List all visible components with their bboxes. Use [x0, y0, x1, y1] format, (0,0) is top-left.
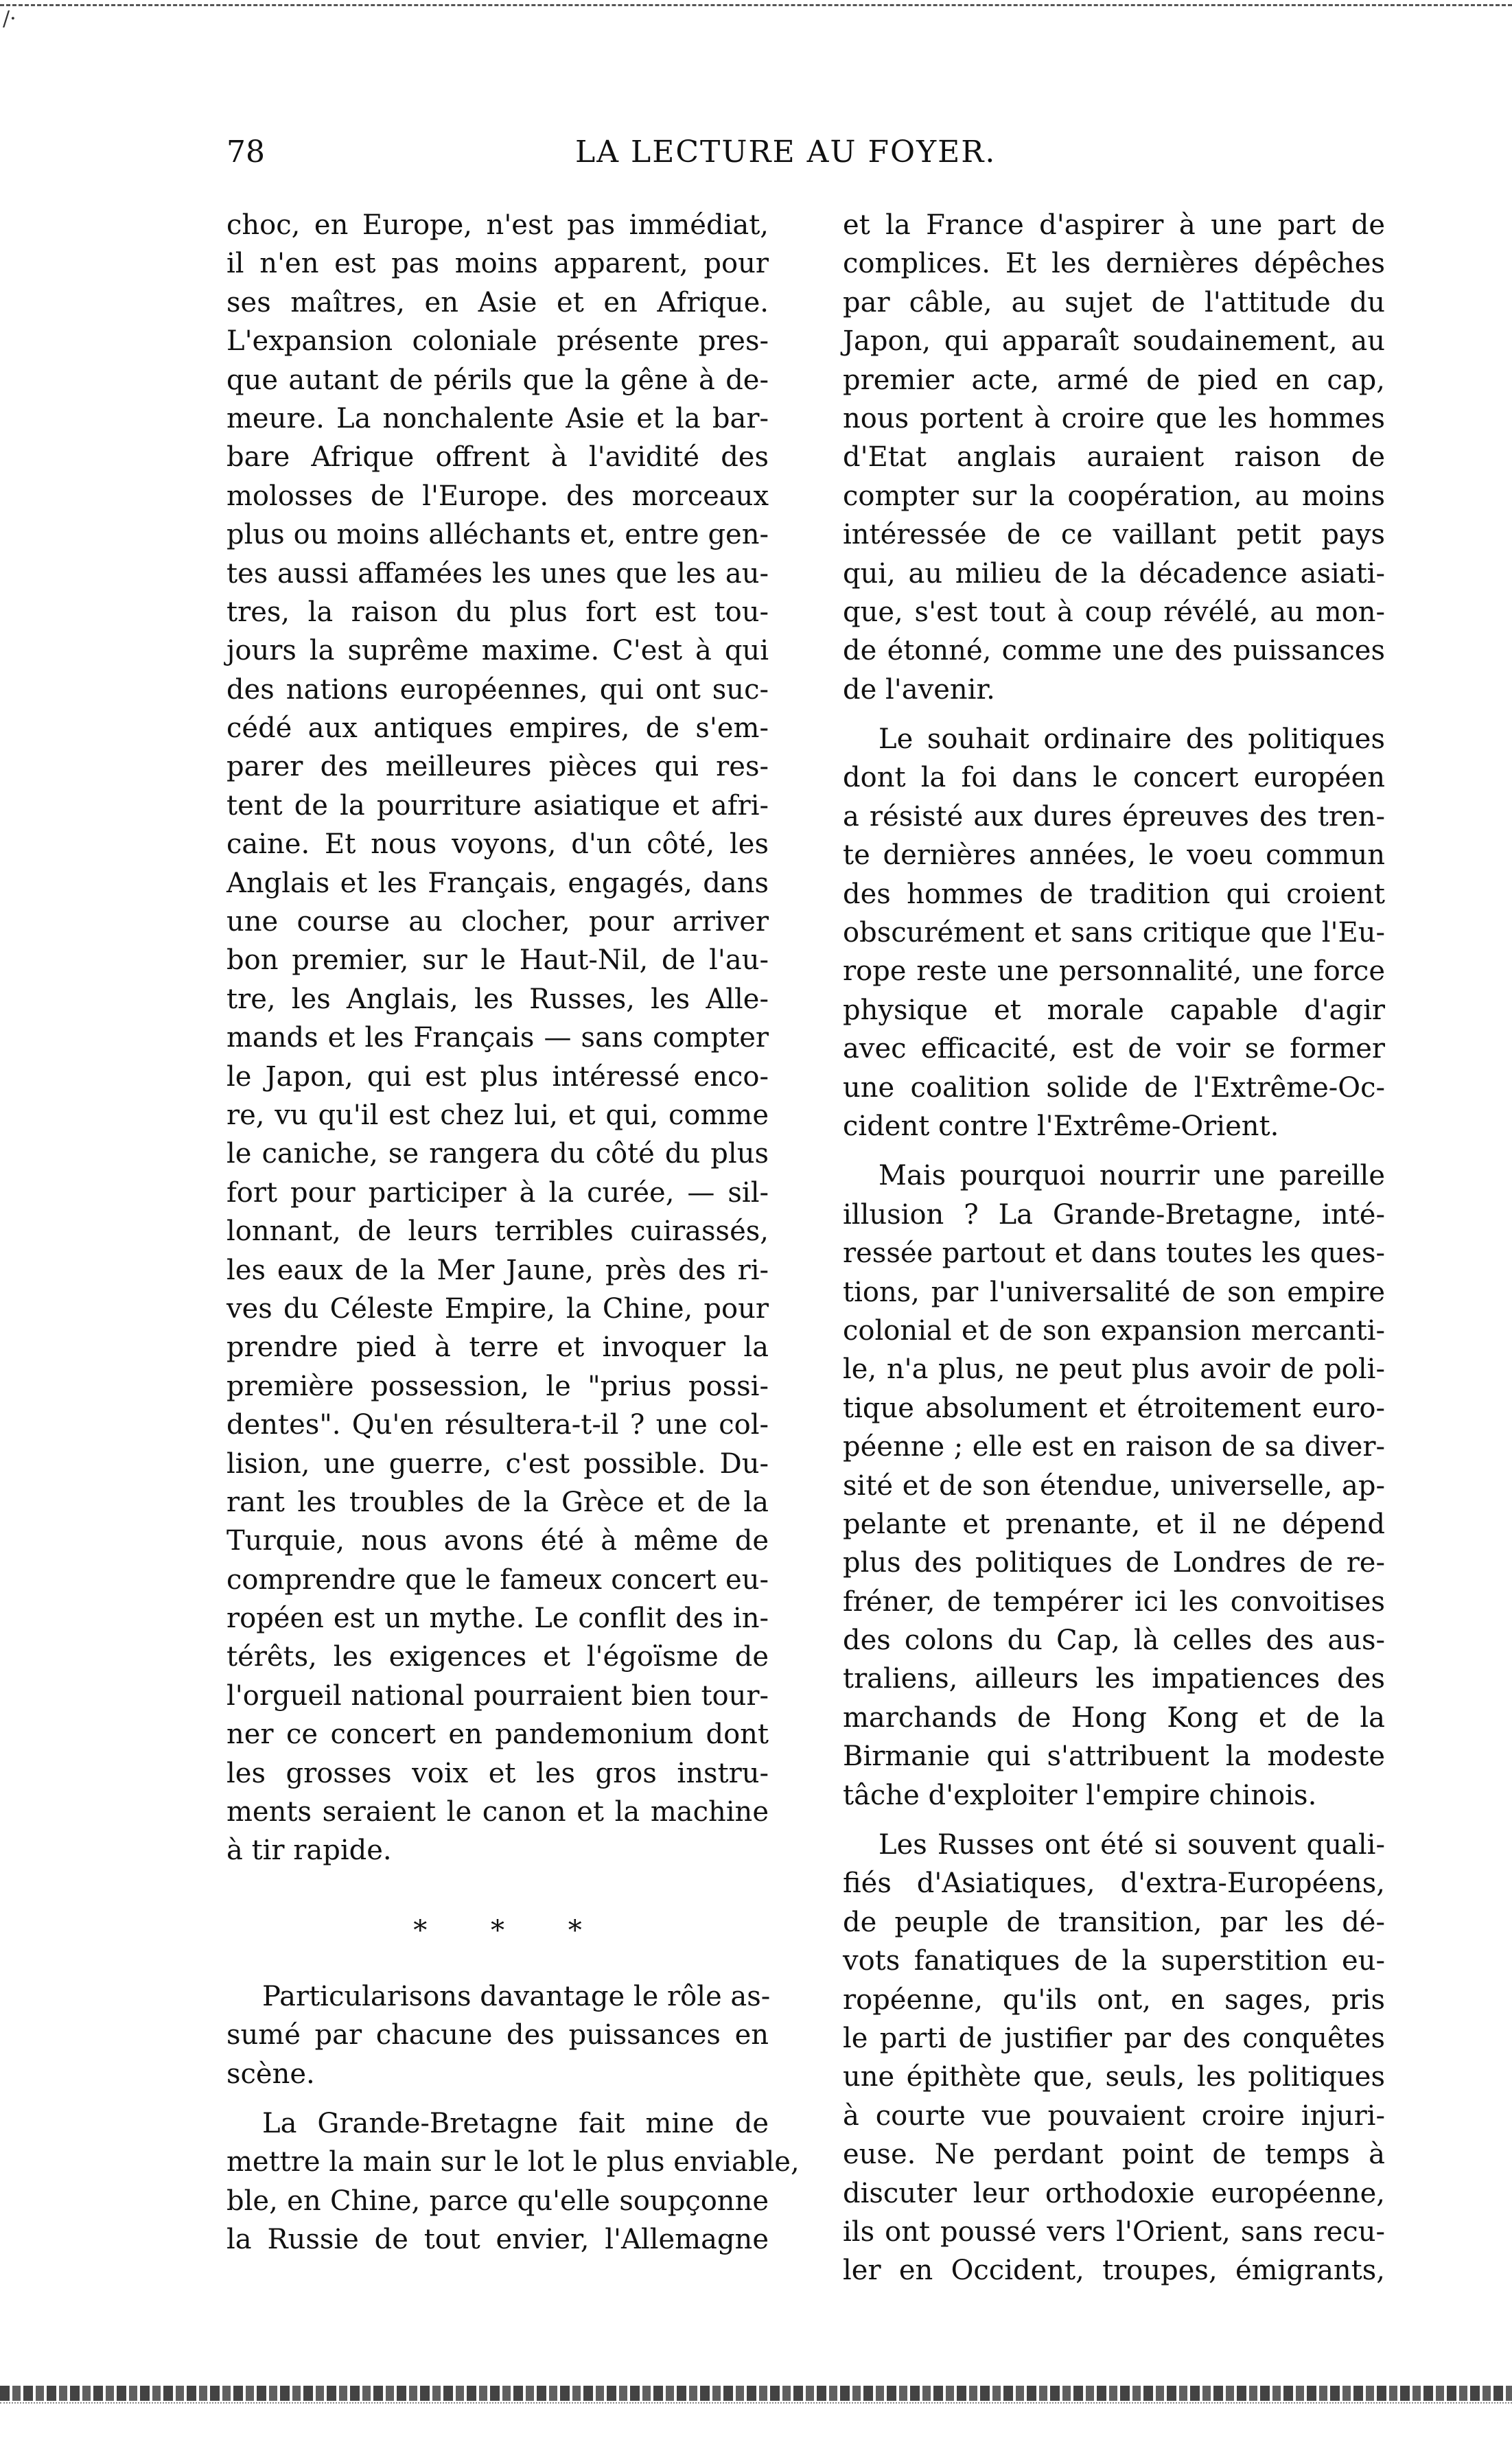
- text-line: physique et morale capable d'agir: [843, 994, 1385, 1026]
- text-line: molosses de l'Europe. des morceaux: [226, 480, 769, 512]
- right-paragraph-2: [843, 720, 1385, 1146]
- text-line: à courte vue pouvaient croire injuri-: [843, 2100, 1385, 2132]
- text-line: ble, en Chine, parce qu'elle soupçonne: [226, 2185, 769, 2217]
- text-line: Turquie, nous avons été à même de: [226, 1525, 769, 1557]
- text-line: le, n'a plus, ne peut plus avoir de poli-: [843, 1353, 1385, 1386]
- bottom-scan-noise: [0, 2402, 1512, 2424]
- text-line: ments seraient le canon et la machine: [226, 1796, 769, 1828]
- text-line: prendre pied à terre et invoquer la: [226, 1332, 769, 1364]
- text-line: L'expansion coloniale présente pres-: [226, 325, 769, 358]
- left-paragraph-3: [226, 2104, 800, 2259]
- text-line: plus des politiques de Londres de re-: [843, 1547, 1385, 1579]
- text-line: Mais pourquoi nourrir une pareille: [879, 1160, 1385, 1192]
- text-line: qui, au milieu de la décadence asiati-: [843, 557, 1385, 590]
- text-line: Anglais et les Français, engagés, dans: [226, 867, 769, 899]
- text-line: une coalition solide de l'Extrême-Oc-: [843, 1071, 1385, 1104]
- text-line: tes aussi affamées les unes que les au-: [226, 557, 769, 590]
- text-line: compter sur la coopération, au moins: [843, 480, 1385, 512]
- text-line: térêts, les exigences et l'égoïsme de: [226, 1641, 769, 1673]
- text-line: pelante et prenante, et il ne dépend: [843, 1508, 1385, 1540]
- text-line: comprendre que le fameux concert eu-: [226, 1563, 769, 1596]
- text-line: mands et les Français — sans compter: [226, 1022, 769, 1054]
- text-line: marchands de Hong Kong et de la: [843, 1701, 1385, 1734]
- right-paragraph-1: [843, 206, 1385, 709]
- text-line: l'orgueil national pourraient bien tour-: [226, 1679, 769, 1712]
- text-line: le Japon, qui est plus intéressé enco-: [226, 1060, 769, 1093]
- text-line: nous portent à croire que les hommes: [843, 402, 1385, 434]
- text-line: choc, en Europe, n'est pas immédiat,: [226, 209, 769, 241]
- running-head: LA LECTURE AU FOYER.: [575, 135, 997, 170]
- corner-mark: /·: [3, 7, 16, 31]
- text-line: que autant de périls que la gêne à de-: [226, 364, 769, 396]
- text-line: dont la foi dans le concert européen: [843, 762, 1385, 794]
- text-line: La Grande-Bretagne fait mine de: [262, 2107, 769, 2139]
- text-line: vots fanatiques de la superstition eu-: [843, 1945, 1385, 1977]
- text-line: Particularisons davantage le rôle as-: [262, 1980, 771, 2012]
- text-line: fort pour participer à la curée, — sil-: [226, 1176, 769, 1209]
- text-line: ses maîtres, en Asie et en Afrique.: [226, 286, 769, 318]
- text-line: de étonné, comme une des puissances: [843, 635, 1385, 667]
- text-line: ves du Céleste Empire, la Chine, pour: [226, 1292, 769, 1325]
- text-line: et la France d'aspirer à une part de: [843, 209, 1385, 241]
- text-line: première possession, le "prius possi-: [226, 1370, 769, 1402]
- text-line: colonial et de son expansion mercanti-: [843, 1314, 1385, 1347]
- text-line: le parti de justifier par des conquêtes: [843, 2022, 1385, 2054]
- text-line: Les Russes ont été si souvent quali-: [879, 1829, 1385, 1861]
- text-line: meure. La nonchalente Asie et la bar-: [226, 402, 769, 434]
- text-line: des hommes de tradition qui croient: [843, 878, 1385, 910]
- text-line: des colons du Cap, là celles des aus-: [843, 1625, 1385, 1657]
- text-line: tent de la pourriture asiatique et afri-: [226, 789, 769, 822]
- text-line: rant les troubles de la Grèce et de la: [226, 1486, 769, 1518]
- text-line: sité et de son étendue, universelle, ap-: [843, 1469, 1385, 1502]
- text-line: ner ce concert en pandemonium dont: [226, 1719, 769, 1751]
- text-line: lonnant, de leurs terribles cuirassés,: [226, 1216, 769, 1248]
- text-line: complices. Et les dernières dépêches: [843, 248, 1385, 280]
- text-line: une course au clocher, pour arriver: [226, 906, 769, 938]
- text-line: euse. Ne perdant point de temps à: [843, 2139, 1385, 2171]
- text-line: tique absolument et étroitement euro-: [843, 1392, 1385, 1424]
- text-line: ropéenne, qu'ils ont, en sages, pris: [843, 1984, 1385, 2016]
- text-line: une épithète que, seuls, les politiques: [843, 2061, 1385, 2093]
- text-line: obscurément et sans critique que l'Eu-: [843, 917, 1385, 949]
- text-line: sumé par chacune des puissances en: [226, 2019, 769, 2051]
- text-line: bon premier, sur le Haut-Nil, de l'au-: [226, 944, 769, 977]
- text-line: Birmanie qui s'attribuent la modeste: [843, 1741, 1385, 1773]
- text-line: ler en Occident, troupes, émigrants,: [843, 2255, 1385, 2287]
- text-line: ils ont poussé vers l'Orient, sans recu-: [843, 2216, 1385, 2248]
- text-line: tâche d'exploiter l'empire chinois.: [843, 1779, 1317, 1811]
- text-line: Le souhait ordinaire des politiques: [879, 723, 1385, 756]
- text-line: les eaux de la Mer Jaune, près des ri-: [226, 1254, 769, 1286]
- text-line: a résisté aux dures épreuves des tren-: [843, 800, 1385, 833]
- text-line: par câble, au sujet de l'attitude du: [843, 286, 1385, 318]
- text-line: fiés d'Asiatiques, d'extra-Européens,: [843, 1868, 1385, 1900]
- text-line: tres, la raison du plus fort est tou-: [226, 596, 769, 628]
- right-paragraph-4: [843, 1826, 1385, 2290]
- text-line: il n'en est pas moins apparent, pour: [226, 248, 769, 280]
- text-line: te dernières années, le voeu commun: [843, 839, 1385, 872]
- text-line: ressée partout et dans toutes les ques-: [843, 1237, 1385, 1270]
- text-line: bare Afrique offrent à l'avidité des: [226, 441, 769, 474]
- text-line: dentes". Qu'en résultera-t-il ? une col-: [226, 1409, 769, 1441]
- left-column: [226, 206, 800, 2259]
- text-line: Japon, qui apparaît soudainement, au: [843, 325, 1385, 358]
- text-line: cident contre l'Extrême-Orient.: [843, 1110, 1279, 1142]
- text-line: d'Etat anglais auraient raison de: [843, 441, 1385, 474]
- text-line: le caniche, se rangera du côté du plus: [226, 1138, 769, 1170]
- section-separator: * * *: [413, 1914, 609, 1946]
- right-column: [843, 206, 1385, 2290]
- text-line: ropéen est un mythe. Le conflit des in-: [226, 1603, 769, 1635]
- text-line: que, s'est tout à coup révélé, au mon-: [843, 596, 1385, 628]
- text-line: cédé aux antiques empires, de s'em-: [226, 712, 769, 745]
- text-line: jours la suprême maxime. C'est à qui: [226, 635, 769, 667]
- text-line: rope reste une personnalité, une force: [843, 955, 1385, 988]
- text-line: à tir rapide.: [226, 1835, 392, 1867]
- text-line: la Russie de tout envier, l'Allemagne: [226, 2224, 769, 2256]
- text-line: des nations européennes, qui ont suc-: [226, 673, 769, 706]
- text-line: de l'avenir.: [843, 673, 995, 706]
- text-line: fréner, de tempérer ici les convoitises: [843, 1585, 1385, 1618]
- text-line: caine. Et nous voyons, d'un côté, les: [226, 828, 769, 861]
- text-line: scène.: [226, 2058, 315, 2090]
- left-paragraph-1: [226, 206, 769, 1870]
- text-line: discuter leur orthodoxie européenne,: [843, 2177, 1385, 2209]
- bottom-scan-border: [0, 2386, 1512, 2401]
- text-line: les grosses voix et les gros instru-: [226, 1757, 769, 1789]
- text-line: premier acte, armé de pied en cap,: [843, 364, 1385, 396]
- top-border-rule: [0, 4, 1512, 6]
- text-line: parer des meilleures pièces qui res-: [226, 751, 769, 783]
- text-line: tre, les Anglais, les Russes, les Alle-: [226, 983, 769, 1015]
- text-line: illusion ? La Grande-Bretagne, inté-: [843, 1198, 1385, 1231]
- page-number: 78: [226, 135, 265, 170]
- text-line: re, vu qu'il est chez lui, et qui, comme: [226, 1099, 769, 1131]
- text-line: mettre la main sur le lot le plus enviable,: [226, 2146, 800, 2178]
- text-line: traliens, ailleurs les impatiences des: [843, 1663, 1385, 1695]
- right-paragraph-3: [843, 1156, 1385, 1815]
- text-line: intéressée de ce vaillant petit pays: [843, 519, 1385, 551]
- text-line: lision, une guerre, c'est possible. Du-: [226, 1447, 769, 1480]
- text-line: avec efficacité, est de voir se former: [843, 1033, 1385, 1065]
- left-paragraph-2: [226, 1977, 769, 2093]
- text-line: de peuple de transition, par les dé-: [843, 1906, 1385, 1938]
- text-line: tions, par l'universalité de son empire: [843, 1276, 1385, 1308]
- text-line: plus ou moins alléchants et, entre gen-: [226, 519, 769, 551]
- text-line: péenne ; elle est en raison de sa diver-: [843, 1431, 1385, 1463]
